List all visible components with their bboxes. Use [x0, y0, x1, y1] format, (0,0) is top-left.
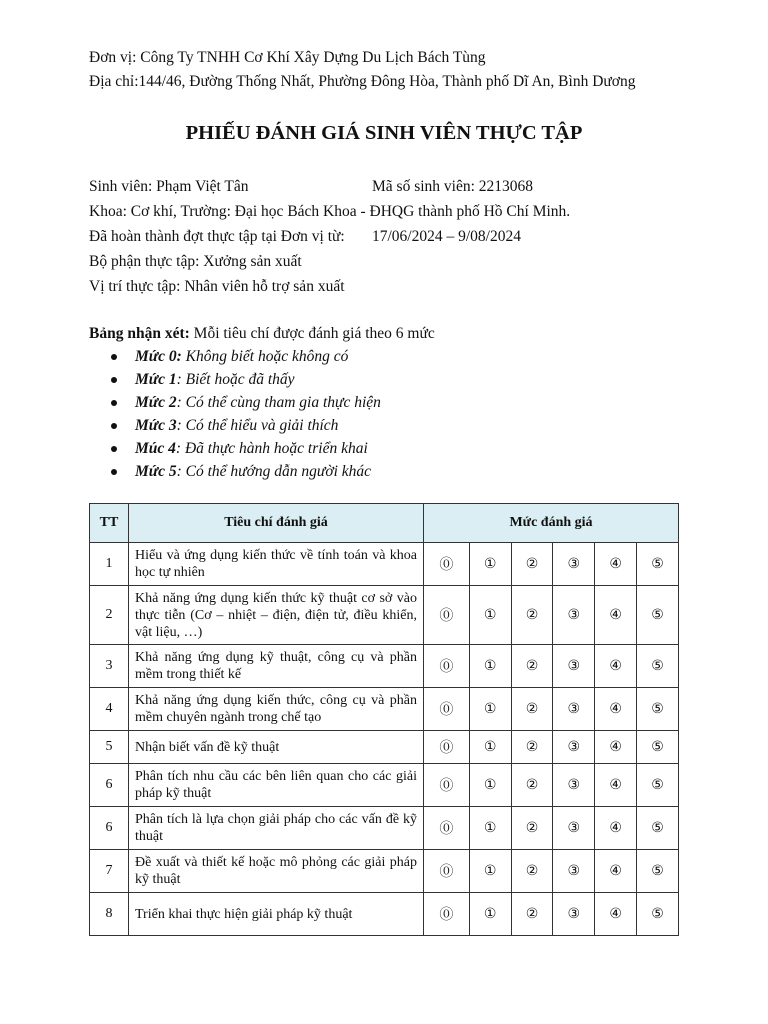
period-row — [89, 224, 679, 249]
level-option-0[interactable]: ⓪ — [424, 731, 470, 764]
faculty-text: Khoa: Cơ khí, Trường: Đại học Bách Khoa - ĐHQG thành phố Hồ Chí Minh. — [89, 203, 571, 220]
level-option-1[interactable]: ① — [469, 764, 511, 807]
table-row — [90, 893, 679, 936]
period-dates: 17/06/2024 – 9/08/2024 — [372, 228, 521, 245]
level-option-5[interactable]: ⑤ — [637, 688, 679, 731]
criteria-cell: Nhận biết vấn đề kỹ thuật — [129, 731, 424, 764]
level-option-0[interactable]: ⓪ — [424, 807, 470, 850]
criteria-cell: Khả năng ứng dụng kiến thức, công cụ và phần mềm chuyên ngành trong chế tạo — [129, 688, 424, 731]
department-text: Bộ phận thực tập: Xưởng sản xuất — [89, 253, 302, 270]
header-criteria: Tiêu chí đánh giá — [129, 504, 424, 543]
level-item — [135, 345, 679, 368]
table-row — [90, 586, 679, 645]
legend-heading — [89, 322, 679, 345]
level-option-3[interactable]: ③ — [553, 893, 595, 936]
level-option-0[interactable]: ⓪ — [424, 645, 470, 688]
criteria-cell: Phân tích là lựa chọn giải pháp cho các vấn đề kỹ thuật — [129, 807, 424, 850]
table-header-row — [90, 504, 679, 543]
level-option-5[interactable]: ⑤ — [637, 731, 679, 764]
level-item — [135, 368, 679, 391]
level-text: : Có thể hiểu và giải thích — [176, 417, 339, 434]
level-list — [89, 345, 679, 483]
level-item — [135, 437, 679, 460]
row-number: 5 — [90, 731, 129, 764]
level-text: : Đã thực hành hoặc triển khai — [175, 440, 368, 457]
level-option-4[interactable]: ④ — [595, 586, 637, 645]
level-option-1[interactable]: ① — [469, 807, 511, 850]
table-row — [90, 764, 679, 807]
level-text: : Biết hoặc đã thấy — [176, 371, 295, 388]
level-label: Mức 5 — [135, 463, 177, 480]
level-option-5[interactable]: ⑤ — [637, 850, 679, 893]
level-option-2[interactable]: ② — [511, 893, 553, 936]
level-option-0[interactable]: ⓪ — [424, 850, 470, 893]
level-item — [135, 414, 679, 437]
legend-heading-text: Mỗi tiêu chí được đánh giá theo 6 mức — [189, 325, 435, 342]
level-option-4[interactable]: ④ — [595, 688, 637, 731]
level-option-2[interactable]: ② — [511, 688, 553, 731]
position-text: Vị trí thực tập: Nhân viên hỗ trợ sản xuất — [89, 278, 345, 295]
level-option-2[interactable]: ② — [511, 586, 553, 645]
criteria-cell: Triển khai thực hiện giải pháp kỹ thuật — [129, 893, 424, 936]
row-number: 2 — [90, 586, 129, 645]
level-option-0[interactable]: ⓪ — [424, 893, 470, 936]
document-page — [89, 46, 679, 483]
level-option-5[interactable]: ⑤ — [637, 764, 679, 807]
student-row — [89, 174, 679, 199]
level-option-5[interactable]: ⑤ — [637, 645, 679, 688]
level-option-3[interactable]: ③ — [553, 807, 595, 850]
level-option-4[interactable]: ④ — [595, 893, 637, 936]
header-rating: Mức đánh giá — [424, 504, 679, 543]
table-row — [90, 850, 679, 893]
level-option-1[interactable]: ① — [469, 645, 511, 688]
level-label: Mức 1 — [135, 371, 177, 388]
level-option-1[interactable]: ① — [469, 893, 511, 936]
level-option-5[interactable]: ⑤ — [637, 893, 679, 936]
level-item — [135, 460, 679, 483]
level-label: Mức 3 — [135, 417, 177, 434]
row-number: 3 — [90, 645, 129, 688]
row-number: 8 — [90, 893, 129, 936]
level-option-1[interactable]: ① — [469, 850, 511, 893]
faculty-line — [89, 199, 679, 224]
row-number: 4 — [90, 688, 129, 731]
evaluation-table — [89, 503, 679, 936]
level-label: Mức 2 — [135, 394, 177, 411]
department-line — [89, 249, 679, 274]
level-option-2[interactable]: ② — [511, 645, 553, 688]
level-option-3[interactable]: ③ — [553, 688, 595, 731]
level-label: Mức 0: — [135, 348, 182, 365]
position-line — [89, 274, 679, 299]
row-number: 1 — [90, 543, 129, 586]
table-row — [90, 731, 679, 764]
level-option-5[interactable]: ⑤ — [637, 543, 679, 586]
level-option-4[interactable]: ④ — [595, 807, 637, 850]
level-option-4[interactable]: ④ — [595, 645, 637, 688]
header-tt: TT — [90, 504, 129, 543]
level-option-1[interactable]: ① — [469, 731, 511, 764]
level-option-0[interactable]: ⓪ — [424, 764, 470, 807]
level-option-3[interactable]: ③ — [553, 731, 595, 764]
student-id: Mã số sinh viên: 2213068 — [372, 178, 534, 195]
level-option-3[interactable]: ③ — [553, 850, 595, 893]
level-option-5[interactable]: ⑤ — [637, 586, 679, 645]
level-option-2[interactable]: ② — [511, 850, 553, 893]
level-option-0[interactable]: ⓪ — [424, 543, 470, 586]
table-row — [90, 807, 679, 850]
student-name: Sinh viên: Phạm Việt Tân — [89, 178, 249, 195]
level-item — [135, 391, 679, 414]
level-option-2[interactable]: ② — [511, 731, 553, 764]
level-option-4[interactable]: ④ — [595, 764, 637, 807]
level-option-3[interactable]: ③ — [553, 764, 595, 807]
level-option-4[interactable]: ④ — [595, 543, 637, 586]
row-number: 6 — [90, 764, 129, 807]
level-option-1[interactable]: ① — [469, 688, 511, 731]
level-label: Múc 4 — [135, 440, 176, 457]
level-option-2[interactable]: ② — [511, 764, 553, 807]
level-option-4[interactable]: ④ — [595, 731, 637, 764]
unit-line: Đơn vị: Công Ty TNHH Cơ Khí Xây Dựng Du Lịch Bách Tùng — [89, 49, 486, 66]
period-label: Đã hoàn thành đợt thực tập tại Đơn vị từ: — [89, 228, 345, 245]
level-text: : Có thể cùng tham gia thực hiện — [176, 394, 381, 411]
table-row — [90, 543, 679, 586]
criteria-cell: Khả năng ứng dụng kỹ thuật, công cụ và phần mềm trong thiết kế — [129, 645, 424, 688]
criteria-cell: Phân tích nhu cầu các bên liên quan cho các giải pháp kỹ thuật — [129, 764, 424, 807]
table-body — [90, 543, 679, 936]
level-option-2[interactable]: ② — [511, 543, 553, 586]
level-option-0[interactable]: ⓪ — [424, 688, 470, 731]
table-row — [90, 645, 679, 688]
row-number: 6 — [90, 807, 129, 850]
level-option-3[interactable]: ③ — [553, 645, 595, 688]
criteria-cell: Khả năng ứng dụng kiến thức kỹ thuật cơ sở vào thực tiễn (Cơ – nhiệt – điện, điện tử, điều khiển, vật liệu, …) — [129, 586, 424, 645]
legend-heading-bold: Bảng nhận xét: — [89, 325, 190, 342]
level-option-2[interactable]: ② — [511, 807, 553, 850]
level-option-3[interactable]: ③ — [553, 586, 595, 645]
page-title: PHIẾU ĐÁNH GIÁ SINH VIÊN THỰC TẬP — [185, 122, 583, 144]
level-text: Không biết hoặc không có — [181, 348, 349, 365]
level-option-1[interactable]: ① — [469, 543, 511, 586]
criteria-cell: Đề xuất và thiết kế hoặc mô phỏng các giải pháp kỹ thuật — [129, 850, 424, 893]
level-option-1[interactable]: ① — [469, 586, 511, 645]
level-option-5[interactable]: ⑤ — [637, 807, 679, 850]
table-row — [90, 688, 679, 731]
criteria-cell: Hiểu và ứng dụng kiến thức về tính toán và khoa học tự nhiên — [129, 543, 424, 586]
level-text: : Có thể hướng dẫn người khác — [176, 463, 372, 480]
level-option-4[interactable]: ④ — [595, 850, 637, 893]
address-line: Địa chỉ:144/46, Đường Thống Nhất, Phường Đông Hòa, Thành phố Dĩ An, Bình Dương — [89, 73, 636, 90]
row-number: 7 — [90, 850, 129, 893]
level-option-3[interactable]: ③ — [553, 543, 595, 586]
level-option-0[interactable]: ⓪ — [424, 586, 470, 645]
